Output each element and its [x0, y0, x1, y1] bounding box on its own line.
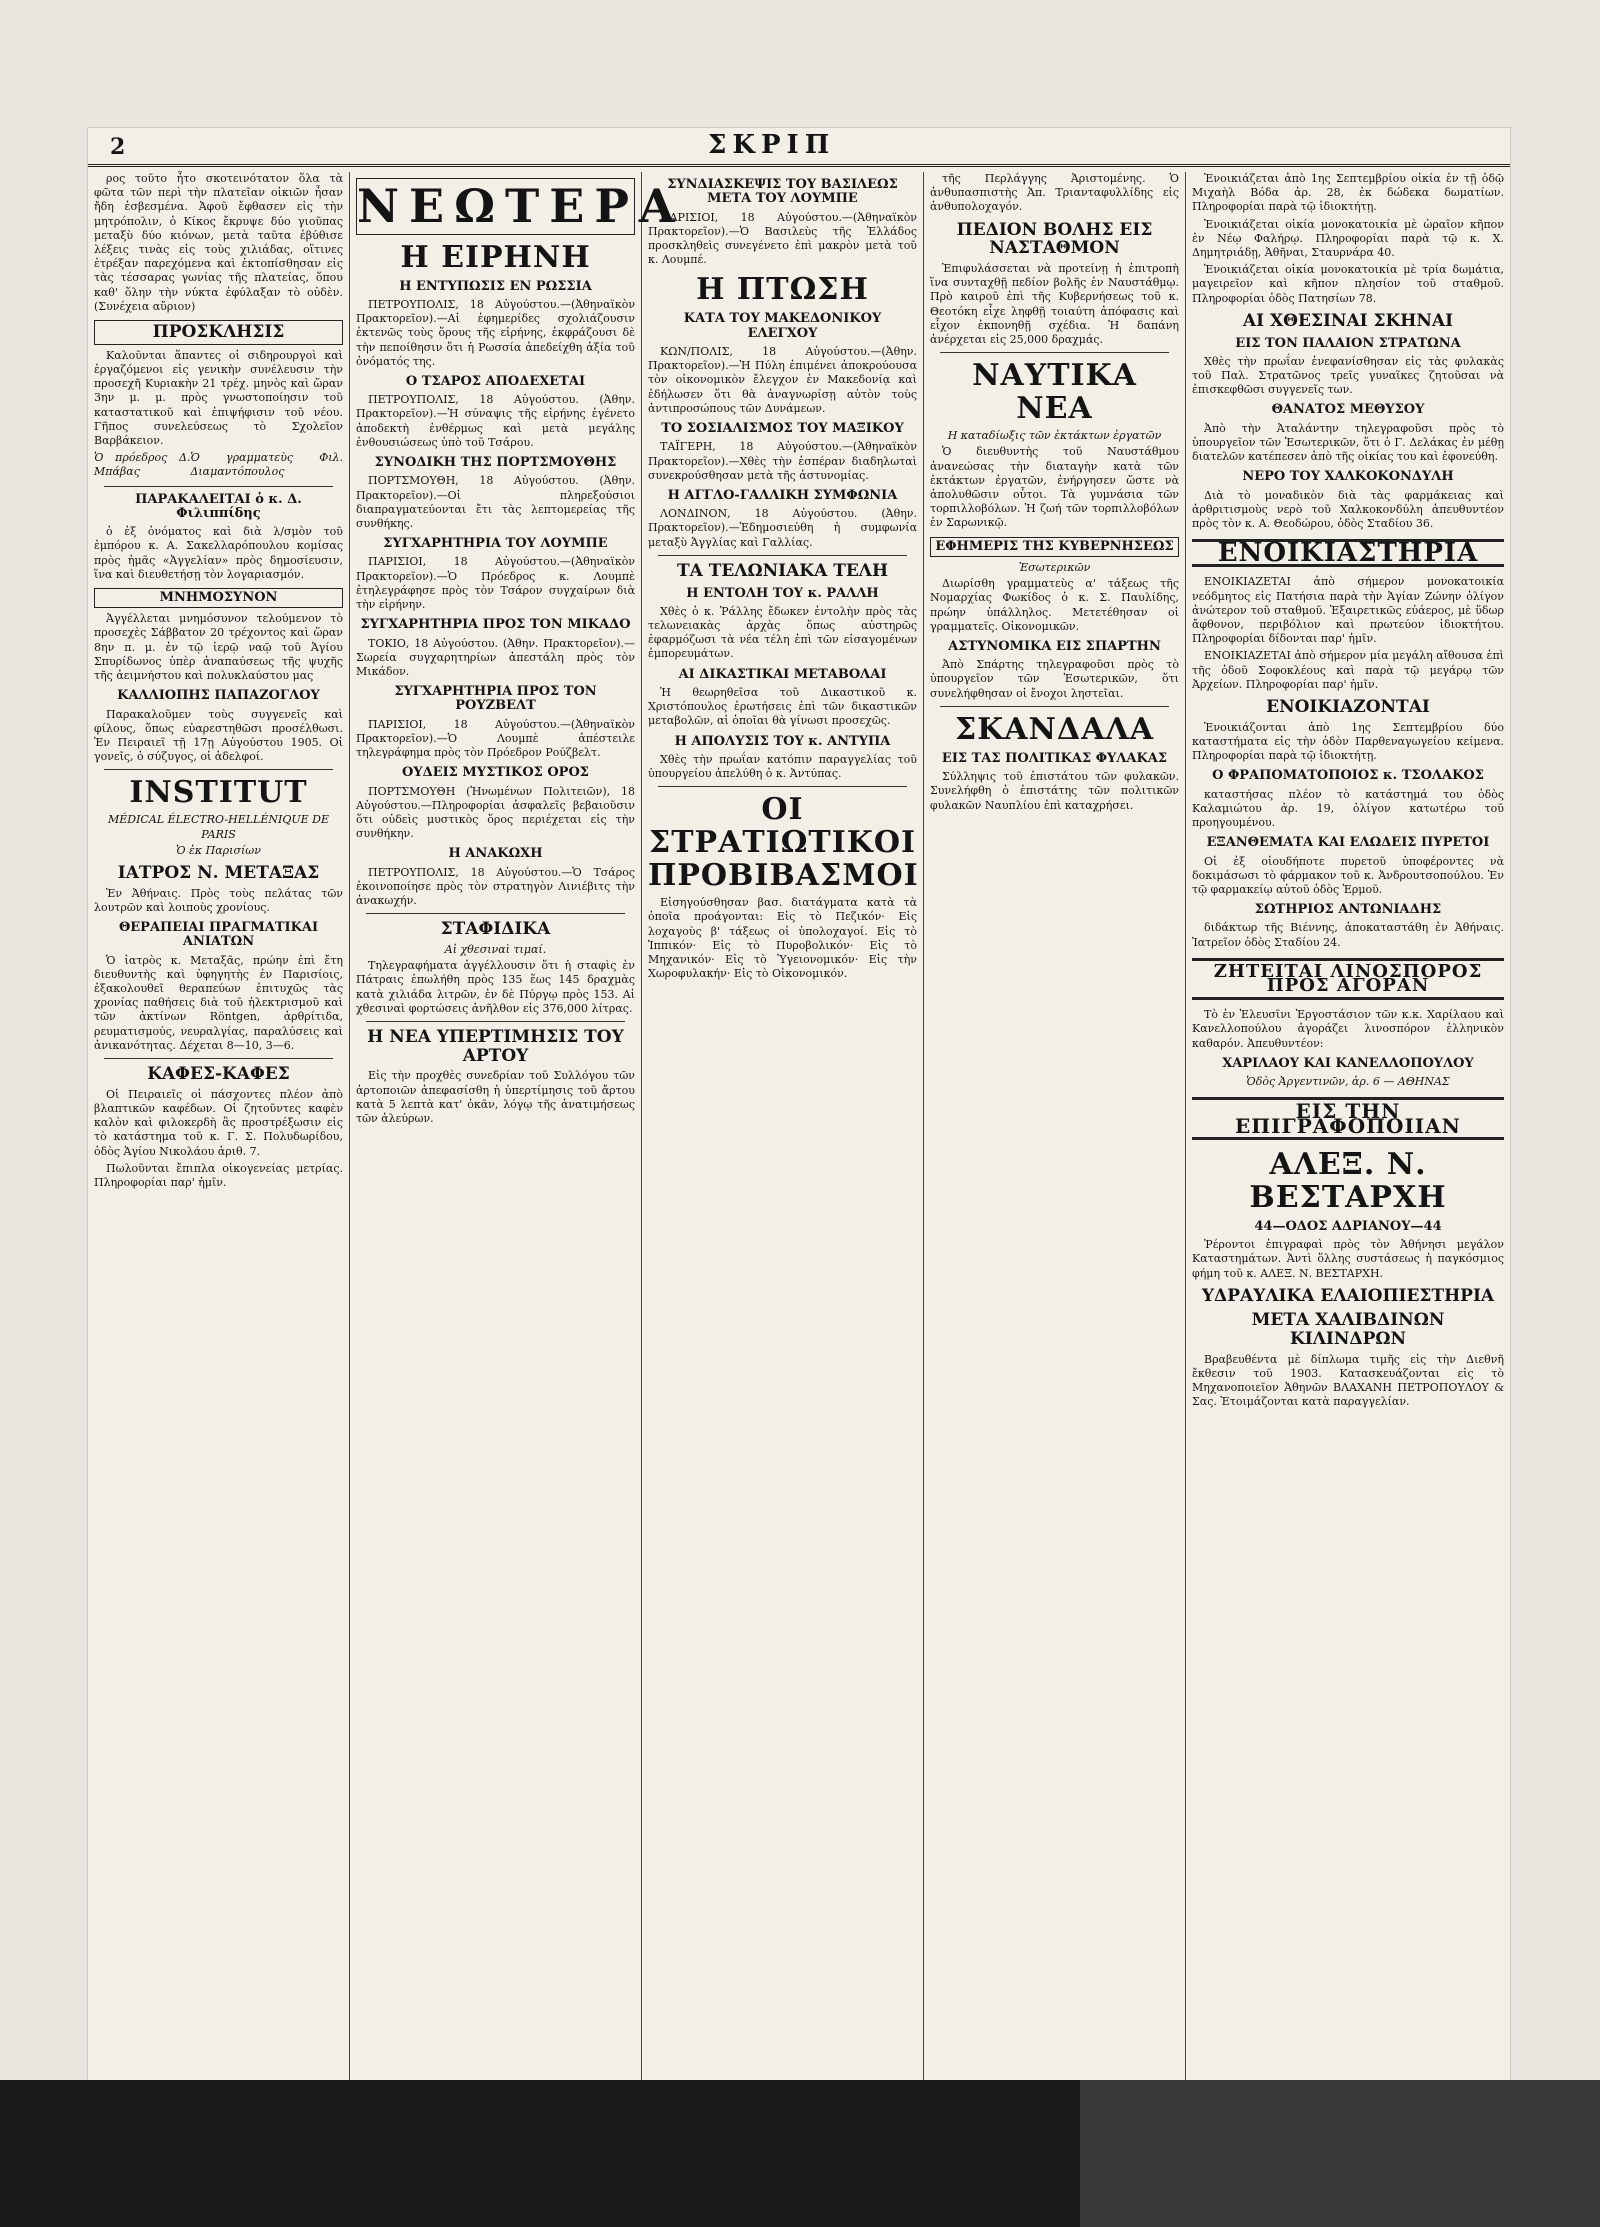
text-ydraulika: Βραβευθέντα μὲ δίπλωμα τιμῆς εἰς τὴν Διεθνῆ ἔκθεσιν τοῦ 1903. Κατασκευάζονται εἰς τὸ Μηχανοποιεῖον Ἀθηνῶν ΒΛΑΧΑΝΗ ΠΕΤΡΟΠΟΥΛΟΥ & Σας. Ἐτοιμάζονται κατὰ παραγγελίαν.: [1192, 1352, 1504, 1409]
classified-ad: Ἐνοικιάζεται ἀπὸ 1ης Σεπτεμβρίου οἰκία ἐν τῇ ὁδῷ Μιχαὴλ Βόδα ἀρ. 28, ἐκ δώδεκα δωματίων. Πληροφορίαι παρὰ τῷ ἰδιοκτήτῃ.: [1192, 172, 1504, 214]
heading-nautika: ΝΑΥΤΙΚΑ ΝΕΑ: [972, 358, 1137, 427]
text-anakoxi: ΠΕΤΡΟΥΠΟΛΙΣ, 18 Αὐγούστου.—Ὁ Τσάρος ἐκοινοποίησε πρὸς τὸν στρατηγὸν Λινιέβιτς τὴν ἀνακωχήν.: [356, 865, 635, 908]
text-sygxaritiria-mikado: ΤΟΚΙΟ, 18 Αὐγούστου. (Ἀθην. Πρακτορεῖον).—Σωρεία συγχαρητηρίων ἀπεστάλη πρὸς τὸν Μικάδον.: [356, 636, 635, 678]
subheading-stafidika: Αἱ χθεσιναὶ τιμαί.: [444, 943, 547, 957]
text-syndiaskepsis: ΠΑΡΙΣΙΟΙ, 18 Αὐγούστου.—(Ἀθηναϊκὸν Πρακτορεῖον).—Ὁ Βασιλεὺς τῆς Ἑλλάδος προσκληθεὶς συνεγένετο ἐπὶ μακρὸν μετὰ τοῦ κ. Λουμπέ.: [648, 210, 917, 267]
divider: [104, 1058, 333, 1059]
text-artos: Εἰς τὴν προχθὲς συνεδρίαν τοῦ Συλλόγου τῶν ἀρτοποιῶν ἀπεφασίσθη ἡ ὑπερτίμησις τοῦ ἄρτου κατὰ 5 λεπτὰ κατ' ὀκᾶν, λόγῳ τῆς ἀνατιμήσεως τῶν ἀλεύρων.: [356, 1069, 635, 1126]
subheading-ptosi: ΚΑΤΑ ΤΟΥ ΜΑΚΕΔΟΝΙΚΟΥ ΕΛΕΓΧΟΥ: [683, 311, 882, 341]
text-eksanthemata: Οἱ ἐξ οἱουδήποτε πυρετοῦ ὑποφέροντες νὰ δοκιμάσωσι τὸ φάρμακον τοῦ κ. Ἀνδρουτσοπούλου. Ἐν τῷ φαρμακείῳ αὐτοῦ ὁδὸς Ἑρμοῦ.: [1192, 854, 1504, 896]
text-parakaleitai: ὁ ἐξ ὀνόματος καὶ διὰ λ/σμὸν τοῦ ἐμπόρου κ. Α. Σακελλαρόπουλου κομίσας πρὸς ἡμᾶς «Ἀγγελίαν» πρὸς δημοσίευσιν, ἵνα καὶ διευθετήσῃ τὸν λογαριασμόν.: [94, 525, 343, 581]
text-antoniadis: διδάκτωρ τῆς Βιέννης, ἀποκαταστάθη ἐν Ἀθήναις. Ἰατρεῖον ὁδὸς Σταδίου 24.: [1192, 921, 1504, 949]
divider: [658, 786, 907, 787]
heading-mnimosynon: ΜΝΗΜΟΣΥΝΟΝ: [94, 588, 343, 608]
text-mnimosynon: Ἀγγέλλεται μνημόσυνον τελούμενον τὸ προσεχὲς Σάββατον 20 τρέχοντος καὶ ὥραν 8ην π. μ. ἐν τῷ ἱερῷ ναῷ τοῦ Ἁγίου Σπυρίδωνος ὑπὲρ ἀναπαύσεως τῆς ψυχῆς τῆς ἀειμνήστου καὶ πολυκλαύστου μας: [94, 612, 343, 683]
firm-name: ΧΑΡΙΛΑΟΥ ΚΑΙ ΚΑΝΕΛΛΟΠΟΥΛΟΥ: [1222, 1055, 1474, 1071]
text-nero: Διὰ τὸ μοναδικὸν διὰ τὰς φαρμάκειας καὶ ἀρθριτισμοὺς νερὸ τοῦ Χαλκοκονδύλη ἀπευθυντέον πρὸς τὸν κ. Α. Θεοδώρου, ὁδὸς Σταδίου 36.: [1192, 488, 1504, 531]
newspaper-page: [88, 128, 1510, 2200]
column-4: [924, 172, 1186, 2192]
heading-kafes: ΚΑΦΕΣ-ΚΑΦΕΣ: [147, 1064, 290, 1085]
heading-syndiaskepsis: ΣΥΝΔΙΑΣΚΕΨΙΣ ΤΟΥ ΒΑΣΙΛΕΩΣ ΜΕΤΑ ΤΟΥ ΛΟΥΜΠΕ: [667, 177, 898, 207]
text-linosporos: Τὸ ἐν Ἐλευσῖνι Ἐργοστάσιον τῶν κ.κ. Χαρίλαου καὶ Κανελλοπούλου ἀγοράζει λινοσπόρον ἑλληνικὸν καθαρόν. Ἀπευθυντέον:: [1192, 1008, 1504, 1050]
heading-artos: Η ΝΕΑ ΥΠΕΡΤΙΜΗΣΙΣ ΤΟΥ ΑΡΤΟΥ: [367, 1027, 624, 1066]
heading-thanatos: ΘΑΝΑΤΟΣ ΜΕΘΥΣΟΥ: [1271, 402, 1425, 418]
heading-sygxaritiria-mikado: ΣΥΓΧΑΡΗΤΗΡΙΑ ΠΡΟΣ ΤΟΝ ΜΙΚΑΔΟ: [360, 617, 631, 633]
heading-apolysis: Η ΑΠΟΛΥΣΙΣ ΤΟΥ κ. ΑΝΤΥΠΑ: [674, 733, 891, 749]
classified-ad: ΕΝΟΙΚΙΑΖΕΤΑΙ ἀπὸ σήμερον μονοκατοικία νεόδμητος εἰς Πατήσια παρὰ τὴν Ἁγίαν Ζώνην ὀλίγον ἀνώτερον τοῦ σταθμοῦ. Ἐξαιρετικῶς εὐάερος, μὲ ὕδωρ ἄφθονον, περιβόλιον καὶ πρωτεύον ἰδιοκτήτου. Πληροφορίαι δίδονται παρ' ἡμῖν.: [1192, 575, 1504, 646]
heading-anakoxi: Η ΑΝΑΚΩΧΗ: [448, 846, 543, 862]
divider: [658, 555, 907, 556]
classified-ad: Ἐνοικιάζονται ἀπὸ 1ης Σεπτεμβρίου δύο καταστήματα εἰς τὴν ὁδὸν Παρθεναγωγείου κείμενα. Πληροφορίαι παρὰ τῷ ἰδιοκτήτῃ.: [1192, 720, 1504, 763]
heading-eksanthemata: ΕΞΑΝΘΕΜΑΤΑ ΚΑΙ ΕΛΩΔΕΙΣ ΠΥΡΕΤΟΙ: [1206, 835, 1490, 851]
heading-tsaros: Ο ΤΣΑΡΟΣ ΑΠΟΔΕΧΕΤΑΙ: [405, 373, 586, 389]
text-oroi: ΠΟΡΤΣΜΟΥΘΗ (Ἡνωμένων Πολιτειῶν), 18 Αὐγούστου.—Πληροφορίαι ἀσφαλεῖς βεβαιοῦσιν ὅτι οὐδεὶς μυστικὸς ὅρος περιέχεται εἰς τὴν συνθήκην.: [356, 784, 635, 841]
heading-dikastikai: ΑΙ ΔΙΚΑΣΤΙΚΑΙ ΜΕΤΑΒΟΛΑΙ: [678, 666, 887, 682]
text-stafidika: Τηλεγραφήματα ἀγγέλλουσιν ὅτι ἡ σταφὶς ἐν Πάτραις ἐπωλήθη πρὸς 135 ἕως 145 δραχμὰς κατὰ χιλιάδα λιτρῶν, ἐν δὲ Πύργῳ πρὸς 153. Αἱ χθεσιναὶ φορτώσεις ἀνῆλθον εἰς 376,000 λίτρας.: [356, 959, 635, 1015]
heading-tsolakos: Ο ΦΡΑΠΟΜΑΤΟΠΟΙΟΣ κ. ΤΣΟΛΑΚΟΣ: [1212, 768, 1484, 784]
heading-institut: INSTITUT: [129, 775, 308, 811]
divider: [940, 706, 1169, 707]
divider: [366, 913, 625, 914]
heading-ptosi: Η ΠΤΩΣΗ: [696, 272, 869, 308]
heading-efimeris: ΕΦΗΜΕΡΙΣ ΤΗΣ ΚΥΒΕΡΝΗΣΕΩΣ: [930, 537, 1179, 557]
text-kalliopi: Παρακαλοῦμεν τοὺς συγγενεῖς καὶ φίλους, ὅπως εὐαρεστηθῶσι προσέλθωσι. Ἐν Πειραιεῖ τῇ 17ῃ Αὐγούστου 1905. Οἱ γονεῖς, ὁ σύζυγος, οἱ ἀδελφοί.: [94, 707, 343, 764]
heading-stafidika: ΣΤΑΦΙΔΙΚΑ: [440, 919, 551, 940]
heading-oroi: ΟΥΔΕΙΣ ΜΥΣΤΙΚΟΣ ΟΡΟΣ: [402, 765, 589, 781]
divider: [104, 486, 333, 487]
heading-kalliopi: ΚΑΛΛΙΟΠΗΣ ΠΑΠΑΖΟΓΛΟΥ: [117, 688, 320, 704]
heading-skandala: ΣΚΑΝΔΑΛΑ: [954, 711, 1155, 747]
heading-ydraulika: ΥΔΡΑΥΛΙΚΑ ΕΛΑΙΟΠΙΕΣΤΗΡΙΑ: [1201, 1285, 1495, 1306]
column-5: [1186, 172, 1510, 2192]
column-2: [350, 172, 685, 2192]
text-pedion: Ἐπιφυλάσσεται νὰ προτείνῃ ἡ ἐπιτροπὴ ἵνα συνταχθῇ πεδίον βολῆς ἐν Ναυστάθμῳ. Πρὸ καιροῦ ἐπὶ τῆς Κυβερνήσεως τοῦ κ. Θεοτόκη εἶχε ληφθῇ τοιαύτη ἀπόφασις καὶ εἶχον ἐκπονηθῇ σχέδια. Ἡ δαπάνη ἀνέρχεται εἰς 25,000 δραχμάς.: [930, 261, 1179, 346]
text-nautika: Ὁ διευθυντὴς τοῦ Ναυστάθμου ἀνανεώσας τὴν διαταγὴν κατὰ τῶν ἐκτάκτων ἐργατῶν, ἐνήργησεν ὥστε νὰ ἀπολυθῶσιν οὗτοι. Τὰ γυμνάσια τῶν τορπιλλοβόλων. Ἡ ζωή τῶν τορπιλλοβόλων ἐν Σαρωνικῷ.: [930, 445, 1179, 530]
story-continuation: ρος τοῦτο ἦτο σκοτεινότατον ὅλα τὰ φῶτα τῶν περὶ τὴν πλατεῖαν οἰκιῶν ἦσαν ἤδη ἐσβεσμένα. Ἀφοῦ ἔφθασεν εἰς τὴν μητρόπολιν, ὁ Κίκος ἔκρυψε δύο γιοῦπας μεταξὺ δύο κιόνων, μετὰ ταῦτα ἐβύθισε λέξεις τινὰς εἰς τοὺς χιλιάδας, οἵτινες ἐτρέξαν παρεχόμενα καὶ ἐκτοπίσθησαν εἰς τὰς τέσσαρας γωνίας τῆς πλατείας, ὅπου καθ' ὅλην τὴν νύκτα ἐφύλαξαν τὸ οὐδὲν. (Συνέχεια αὔριον): [94, 172, 343, 313]
heading-nero: ΝΕΡΟ ΤΟΥ ΧΑΛΚΟΚΟΝΔΥΛΗ: [1242, 469, 1454, 485]
banner-enoikiastiria: ΕΝΟΙΚΙΑΣΤΗΡΙΑ: [1192, 539, 1504, 567]
classified-ad: ΕΝΟΙΚΙΑΖΕΤΑΙ ἀπὸ σήμερον μία μεγάλη αἴθουσα ἐπὶ τῆς ὁδοῦ Σοφοκλέους καὶ παρὰ τῷ μεγάρῳ τῶν Ἀρχείων. Πληροφορίαι παρ' ἡμῖν.: [1192, 649, 1504, 691]
vestarchis-name: ΑΛΕΞ. Ν. ΒΕΣΤΑΡΧΗ: [1249, 1146, 1447, 1215]
column-1: [88, 172, 350, 2192]
firm-address: Ὁδὸς Ἀργεντινῶν, ἀρ. 6 — ΑΘΗΝΑΣ: [1246, 1075, 1450, 1089]
subheading-ydraulika: ΜΕΤΑ ΧΑΛΙΒΔΙΝΩΝ ΚΙΛΙΝΔΡΩΝ: [1251, 1310, 1445, 1350]
signatures: [94, 451, 343, 479]
scan-edge: [0, 2080, 1600, 2227]
vestarchis-address: 44—ΟΔΟΣ ΑΔΡΙΑΝΟΥ—44: [1254, 1218, 1442, 1234]
heading-sygxaritiria-loumpe: ΣΥΓΧΑΡΗΤΗΡΙΑ ΤΟΥ ΛΟΥΜΠΕ: [383, 536, 608, 552]
heading-linosporos: ΖΗΤΕΙΤΑΙ ΛΙΝΟΣΠΟΡΟΣ ΠΡΟΣ ΑΓΟΡΑΝ: [1192, 958, 1504, 1000]
page-number: 2: [110, 134, 126, 160]
text-tsolakos: καταστήσας πλέον τὸ κατάστημά του ὁδὸς Καλαμιώτου ἀρ. 19, ὀλίγον κατωτέρω τοῦ προηγουμένου.: [1192, 787, 1504, 830]
text-synodiki: ΠΟΡΤΣΜΟΥΘΗ, 18 Αὐγούστου. (Ἀθην. Πρακτορεῖον).—Οἱ πληρεξούσιοι διαπραγματεύονται ἔτι τὰς λεπτομερείας τῆς συνθήκης.: [356, 474, 635, 530]
heading-prosklisis: ΠΡΟΣΚΛΗΣΙΣ: [94, 320, 343, 345]
heading-synodiki: ΣΥΝΟΔΙΚΗ ΤΗΣ ΠΟΡΤΣΜΟΥΘΗΣ: [374, 455, 617, 471]
text-eirini: ΠΕΤΡΟΥΠΟΛΙΣ, 18 Αὐγούστου.—(Ἀθηναϊκὸν Πρακτορεῖον).—Αἱ ἐφημερίδες σχολιάζουσιν ἐκτενῶς τοὺς ὅρους τῆς εἰρήνης, ἐκφράζουσι δὲ τὴν πεποίθησιν ὅτι ἡ Ρωσσία ἀπεδείχθη ἀξία τοῦ ὀνόματός της.: [356, 297, 635, 368]
text-thanatos: Ἀπὸ τὴν Ἀταλάντην τηλεγραφοῦσι πρὸς τὸ ὑπουργεῖον τῶν Ἐσωτερικῶν, ὅτι ὁ Γ. Δελάκας ἐν μέθῃ διατελῶν κατέπεσεν ἀπὸ τῆς οἰκίας του καὶ ἐφονεύθη.: [1192, 421, 1504, 464]
text-vestarchis: Ῥέροντοι ἐπιγραφαὶ πρὸς τὸν Ἀθήνησι μεγάλον Καταστημάτων. Ἀντὶ ὅλλης συστάσεως ἡ παγκόσμιος φήμη τοῦ κ. ΑΛΕΞ. Ν. ΒΕΣΤΑΡΧΗ.: [1192, 1238, 1504, 1280]
text-efimeris: Διωρίσθη γραμματεὺς α' τάξεως τῆς Νομαρχίας Φωκίδος ὁ κ. Σ. Παυλίδης, πρώην ὑπάλληλος. Μετετέθησαν οἱ γραμματεῖς. Οἰκονομικῶν.: [930, 577, 1179, 633]
heading-astynomika: ΑΣΤΥΝΟΜΙΚΑ ΕΙΣ ΣΠΑΡΤΗΝ: [948, 638, 1161, 654]
heading-parakaleitai: ΠΑΡΑΚΑΛΕΙΤΑΙ ὁ κ. Δ. Φιλιππίδης: [135, 491, 302, 521]
classified-ad: Ἐνοικιάζεται οἰκία μονοκατοικία μὲ τρία δωμάτια, μαγειρεῖον καὶ κῆπον πλησίον τοῦ σταθμοῦ. Πληροφορίαι ὁδὸς Πατησίων 78.: [1192, 263, 1504, 305]
doctor-name: ΙΑΤΡΟΣ Ν. ΜΕΤΑΞΑΣ: [117, 862, 320, 883]
text-dikastikai: Ἡ θεωρηθεῖσα τοῦ Δικαστικοῦ κ. Χριστόπουλος ἐρωτήσεις ἐπὶ τῶν δικαστικῶν μεταβολῶν, αἱ ὁποῖαι θὰ γίνωσι προσεχῶς.: [648, 685, 917, 728]
heading-teloniaka: ΤΑ ΤΕΛΩΝΙΑΚΑ ΤΕΛΗ: [676, 560, 889, 581]
text-tsaros: ΠΕΤΡΟΥΠΟΛΙΣ, 18 Αὐγούστου. (Ἀθην. Πρακτορεῖον).—Ἡ σύναψις τῆς εἰρήνης ἐγένετο ἀποδεκτὴ ἐνθέρμως καὶ μετὰ μεγάλης ἐνθουσιώσεως ὑπὸ τοῦ Τσάρου.: [356, 393, 635, 449]
story-continuation: τῆς Περλάγγης Ἀριστομένης. Ὁ ἀνθυπασπιστὴς Ἀπ. Τριανταφυλλίδης εἰς ἀνθυπολοχαγόν.: [930, 172, 1179, 214]
masthead: [88, 128, 1510, 167]
subheading-efimeris: Ἐσωτερικῶν: [1018, 560, 1091, 574]
subheading-nautika: Η καταδίωξις τῶν ἐκτάκτων ἐργατῶν: [947, 429, 1162, 443]
column-3: [642, 172, 924, 2192]
doctor-intro: Ὁ ἐκ Παρισίων: [176, 843, 261, 857]
text-ptosi: ΚΩΝ/ΠΟΛΙΣ, 18 Αὐγούστου.—(Ἀθην. Πρακτορεῖον).—Ἡ Πύλη ἐπιμένει ἀποκρούουσα τὸν οἰκονομικὸν ἔλεγχον ἐν Μακεδονίᾳ καὶ ἐδήλωσεν ὅτι θὰ ἀναγνωρίσῃ αὐτὸν τοὺς ἀντιπροσώπους τῶν Δυνάμεων.: [648, 345, 917, 415]
text-agglogalliki: ΛΟΝΔΙΝΟΝ, 18 Αὐγούστου. (Ἀθην. Πρακτορεῖον).—Ἐδημοσιεύθη ἡ συμφωνία μεταξὺ Ἀγγλίας καὶ Γαλλίας.: [648, 507, 917, 549]
text-therapeiai: Ὁ ἰατρὸς κ. Μεταξᾶς, πρώην ἐπὶ ἔτη διευθυντὴς καὶ ὑφηγητὴς ἐν Παρισίοις, ἐξακολουθεῖ θεραπεύων ἐπιτυχῶς τὰς χρονίας παθήσεις διὰ τοῦ ἠλεκτρισμοῦ καὶ τῶν ἀκτίνων Röntgen, ἀρθρίτιδα, ρευματισμούς, νευραλγίας, παραλύσεις καὶ ἀνικανότητας. Δέχεται 8—10, 3—6.: [94, 953, 343, 1052]
text-sosialismos: ΤΑΪΓΕΡΗ, 18 Αὐγούστου.—(Ἀθηναϊκὸν Πρακτορεῖον).—Χθὲς τὴν ἑσπέραν διαδηλωταὶ συνεκρούσθησαν μετὰ τῆς ἀστυνομίας.: [648, 440, 917, 482]
subheading-skandala: ΕΙΣ ΤΑΣ ΠΟΛΙΤΙΚΑΣ ΦΥΛΑΚΑΣ: [941, 750, 1168, 766]
text-apolysis: Χθὲς τὴν πρωΐαν κατόπιν παραγγελίας τοῦ ὑπουργείου ἀπελύθη ὁ κ. Ἀντύπας.: [648, 752, 917, 781]
text-footer-ad: Πωλοῦνται ἔπιπλα οἰκογενείας μετρίας. Πληροφορίαι παρ' ἡμῖν.: [94, 1161, 343, 1189]
heading-sosialismos: ΤΟ ΣΟΣΙΑΛΙΣΜΟΣ ΤΟΥ ΜΑΞΙΚΟΥ: [661, 421, 904, 437]
text-teloniaka: Χθὲς ὁ κ. Ῥάλλης ἔδωκεν ἐντολὴν πρὸς τὰς τελωνειακὰς ἀρχὰς ὅπως αὐστηρῶς ἐφαρμόζωσι τὰ νέα τέλη ἐπὶ τῶν εἰσαγομένων ἐμπορευμάτων.: [648, 604, 917, 661]
banner-neotera: ΝΕΩΤΕΡΑ: [357, 179, 685, 233]
signature-secretary: Ὁ γραμματεὺς Φιλ. Διαμαντόπουλος: [190, 451, 343, 479]
heading-pedion: ΠΕΔΙΟΝ ΒΟΛΗΣ ΕΙΣ ΝΑΣΤΑΘΜΟΝ: [956, 219, 1153, 259]
newspaper-title: ΣΚΡΙΠ: [708, 130, 836, 160]
heading-sygxaritiria-rouzvelt: ΣΥΓΧΑΡΗΤΗΡΙΑ ΠΡΟΣ ΤΟΝ ΡΟΥΖΒΕΛΤ: [394, 684, 597, 714]
subheading-teloniaka: Η ΕΝΤΟΛΗ ΤΟΥ κ. ΡΑΛΛΗ: [686, 585, 879, 601]
heading-antoniadis: ΣΩΤΗΡΙΟΣ ΑΝΤΩΝΙΑΔΗΣ: [1254, 902, 1442, 918]
text-skandala: Σύλληψις τοῦ ἐπιστάτου τῶν φυλακῶν. Συνελήφθη ὁ ἐπιστάτης τῶν πολιτικῶν φυλακῶν Ναυπλίου ἐπὶ καταχρήσει.: [930, 770, 1179, 812]
text-stratiotikoi: Εἰσηγούσθησαν βασ. διατάγματα κατὰ τὰ ὁποῖα προάγονται: Εἰς τὸ Πεζικόν· Εἰς λοχαγοὺς β' τάξεως οἱ ὑπολοχαγοί. Εἰς τὸ Ἱππικόν· Εἰς τὸ Πυροβολικόν· Εἰς τὸ Μηχανικόν· Εἰς τὸ Ὑγειονομικόν· Εἰς τὴν Χωροφυλακήν· Εἰς τὸ Οἰκονομικόν.: [648, 896, 917, 981]
heading-eirini: Η ΕΙΡΗΝΗ: [400, 239, 591, 275]
doctor-text: Ἐν Ἀθήναις. Πρὸς τοὺς πελάτας τῶν λουτρῶν καὶ λοιποὺς χρονίους.: [94, 886, 343, 914]
heading-enoikiazontai: ΕΝΟΙΚΙΑΖΟΝΤΑΙ: [1266, 697, 1430, 718]
text-astynomika: Ἀπὸ Σπάρτης τηλεγραφοῦσι πρὸς τὸ ὑπουργεῖον τῶν Ἐσωτερικῶν, ὅτι συνελήφθησαν οἱ ἔνοχοι ληστεῖαι.: [930, 658, 1179, 700]
heading-stratiotikoi: ΟΙ ΣΤΡΑΤΙΩΤΙΚΟΙ ΠΡΟΒΙΒΑΣΜΟΙ: [648, 792, 919, 894]
text-skines: Χθὲς τὴν πρωΐαν ἐνεφανίσθησαν εἰς τὰς φυλακὰς τοῦ Παλ. Στρατῶνος τρεῖς γυναῖκες ζητοῦσαι νὰ ἐπισκεφθῶσι συγγενεῖς των.: [1192, 354, 1504, 397]
classified-ad: Ἐνοικιάζεται οἰκία μονοκατοικία μὲ ὡραῖον κῆπον ἐν Νέῳ Φαλήρῳ. Πληροφορίαι παρὰ τῷ κ. Χ. Δημητριάδῃ, Ἀθῆναι, Σταυρνάρα 40.: [1192, 217, 1504, 260]
institut-subtitle: MÉDICAL ÉLECTRO-HELLÉNIQUE DE PARIS: [107, 813, 330, 841]
signature-president: Ὁ πρόεδρος Δ. Μπάβας: [94, 451, 191, 479]
text-prosklisis: Καλοῦνται ἅπαντες οἱ σιδηρουργοὶ καὶ ἐργαζόμενοι εἰς γενικὴν συνέλευσιν τὴν προσεχῆ Κυριακὴν 21 τρέχ. μηνὸς καὶ ὥραν 3ην μ. μ. πρὸς γνωστοποίησιν τοῦ καταστατικοῦ καὶ ἐπιψήφισιν τοῦ νέου. Γῆπος συνελεύσεως τὸ Σχολεῖον Βαρβάκειον.: [94, 348, 343, 447]
text-sygxaritiria-loumpe: ΠΑΡΙΣΙΟΙ, 18 Αὐγούστου.—(Ἀθηναϊκὸν Πρακτορεῖον).—Ὁ Πρόεδρος κ. Λουμπὲ ἐτηλεγράφησε πρὸς τὸν Τσάρον συγχαίρων διὰ τὴν εἰρήνην.: [356, 555, 635, 612]
text-sygxaritiria-rouzvelt: ΠΑΡΙΣΙΟΙ, 18 Αὐγούστου.—(Ἀθηναϊκὸν Πρακτορεῖον).—Ὁ Λουμπὲ ἀπέστειλε τηλεγράφημα πρὸς τὸν Πρόεδρον Ρούζβελτ.: [356, 717, 635, 760]
divider: [104, 769, 333, 770]
subheading-skines: ΕΙΣ ΤΟΝ ΠΑΛΑΙΟΝ ΣΤΡΑΤΩΝΑ: [1235, 335, 1461, 351]
divider: [940, 352, 1169, 353]
heading-epigrafopoiia: ΕΙΣ ΤΗΝ ΕΠΙΓΡΑΦΟΠΟΙΙΑΝ: [1192, 1097, 1504, 1139]
text-kafes: Οἱ Πειραιεῖς οἱ πάσχοντες πλέον ἀπὸ βλαπτικῶν καφέδων. Οἱ ζητοῦντες καφὲν καλὸν καὶ φιλοκερδὴ ἃς προστρέξωσιν εἰς τὸ κατάστημα τοῦ κ. Γ. Σ. Πολυδωρίδου, ὁδὸς Ἁγίου Νικολάου ἀριθ. 7.: [94, 1087, 343, 1158]
subheading-eirini: Η ΕΝΤΥΠΩΣΙΣ ΕΝ ΡΩΣΣΙΑ: [399, 278, 592, 294]
heading-skines: ΑΙ ΧΘΕΣΙΝΑΙ ΣΚΗΝΑΙ: [1242, 310, 1454, 331]
heading-therapeiai: ΘΕΡΑΠΕΙΑΙ ΠΡΑΓΜΑΤΙΚΑΙ ΑΝΙΑΤΩΝ: [118, 920, 319, 950]
heading-agglogalliki: Η ΑΓΓΛΟ-ΓΑΛΛΙΚΗ ΣΥΜΦΩΝΙΑ: [667, 487, 898, 503]
divider: [366, 1021, 625, 1022]
